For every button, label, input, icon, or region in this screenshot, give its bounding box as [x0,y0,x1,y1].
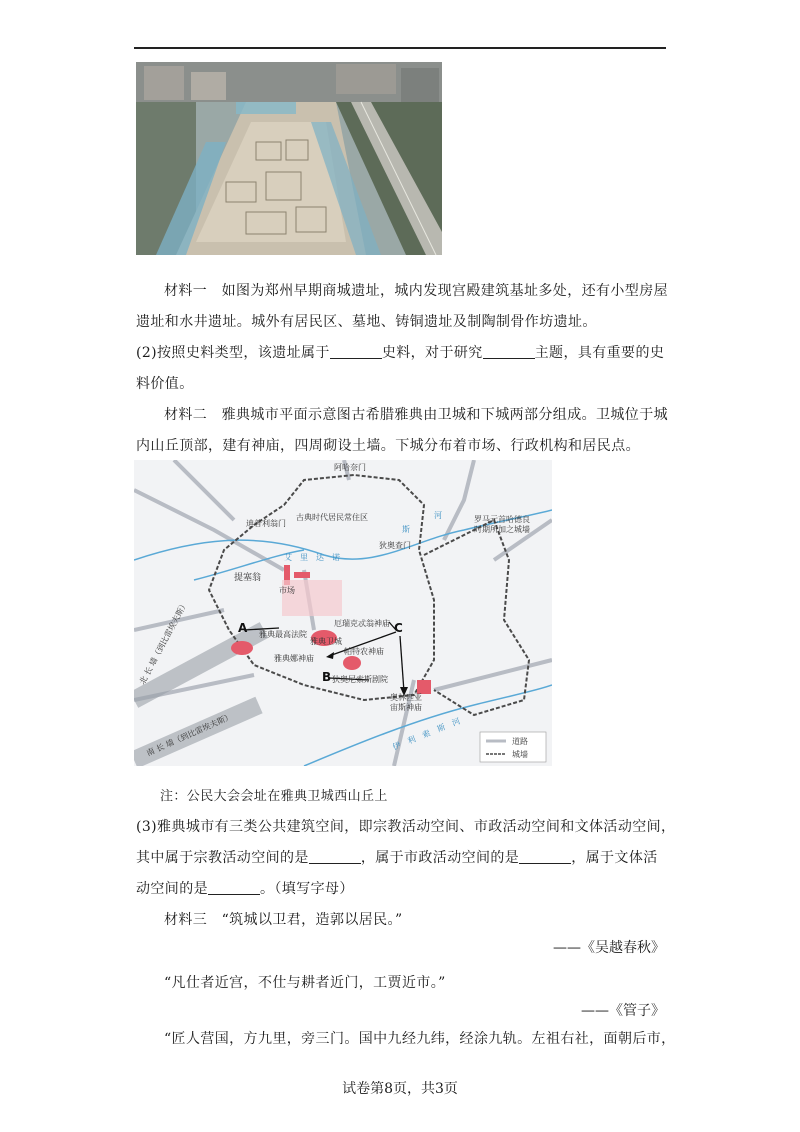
label-ilissos: 伊 利 索 斯 河 [391,716,462,752]
label-gate-top: 阿哈奈门 [334,463,366,472]
answer-blank-3[interactable] [309,849,361,864]
label-river-top: 河 [434,511,442,520]
map-note: 注：公民大会会址在雅典卫城西山丘上 [160,789,388,804]
label-areopagus: 雅典最高法院 [259,630,307,639]
answer-blank-2[interactable] [483,344,535,359]
marker-c: C [394,621,403,635]
answer-blank-5[interactable] [208,880,260,895]
legend-road-label: 道路 [512,737,528,746]
page-footer: 试卷第8页，共3页 [342,1081,458,1097]
material-one-text: 材料一 如图为郑州早期商城遗址，城内发现宫殿建筑基址多处，还有小型房屋遗址和水井遗址。城外有居民区、墓地、铸铜遗址及制陶制骨作坊遗址。 [136,283,668,330]
label-roman-wall-2: 时期所加之城墙 [474,525,530,534]
label-long-wall-south: 南 长 墙（到比雷埃夫斯） [145,711,234,758]
marker-a: A [238,621,248,635]
marker-b: B [322,670,332,684]
source-guanzi: ——《管子》 [581,1003,665,1019]
athens-city-map [134,460,552,766]
label-residential: 古典时代居民常住区 [296,513,368,522]
label-roman-wall-1: 罗马元首哈德良 [474,515,530,524]
label-river-top2: 斯 [402,525,410,534]
question-3-line1: (3)雅典城市有三类公共建筑空间，即宗教活动空间、市政活动空间和文体活动空间， [136,819,676,835]
question-3-line3: 动空间的是 。（填写字母） [136,881,354,897]
material-three-text: 材料三 “筑城以卫君，造郭以居民。” [164,912,403,928]
answer-blank-1[interactable] [330,344,382,359]
legend-wall-label: 城墙 [512,750,528,759]
material-two-text: 材料二 雅典城市平面示意图古希腊雅典由卫城和下城两部分组成。卫城位于城内山丘顶部，建有神庙，四周砌设土墙。下城分布着市场、行政机构和居民点。 [136,407,668,454]
label-eridanos: 艾 里 达 诺 [284,553,340,562]
label-athena: 雅典娜神庙 [274,654,314,663]
label-erechtheion: 厄瑞克忒翁神庙 [334,619,390,628]
label-market: 市场 [279,586,295,595]
question-2: (2)按照史料类型，该遗址属于 史料，对于研究 主题，具有重要的史料价值。 [136,345,665,392]
header-rule [134,47,666,49]
label-theatre: 狄奥尼索斯剧院 [332,675,388,684]
quote-kaogongji: “匠人营国，方九里，旁三门。国中九经九纬，经涂九轨。左祖右社，面朝后市， [164,1031,676,1047]
label-olympieion-2: 宙斯神庙 [390,703,422,712]
answer-blank-4[interactable] [519,849,571,864]
label-parthenon: 帕特农神庙 [344,647,384,656]
label-pnyx: 提塞翁 [234,573,262,583]
question-3-line2: 其中属于宗教活动空间的是 ，属于市政活动空间的是 ，属于文体活 [136,850,658,866]
label-olympieion-1: 奥林匹亚 [390,693,422,702]
zhengzhou-site-photo [136,62,442,255]
quote-guanzi: “凡仕者近宫，不仕与耕者近门，工贾近市。” [164,975,446,991]
source-wuyue-chunqiu: ——《吴越春秋》 [553,940,665,956]
label-gate-left: 迪普利翁门 [246,519,286,528]
label-acropolis: 雅典卫城 [310,637,342,646]
label-diochares-gate: 狄奥查门 [379,541,411,550]
map-legend [480,732,546,762]
label-long-wall-north: 北 长 墙（到比雷埃夫斯） [137,599,190,686]
